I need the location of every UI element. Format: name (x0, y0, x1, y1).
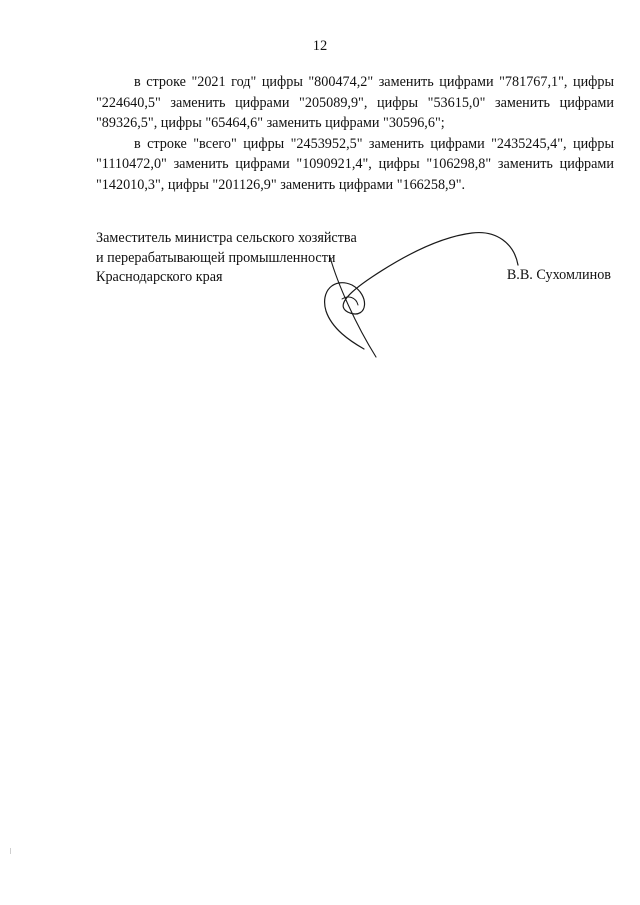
signatory-title-line: Краснодарского края (96, 269, 223, 285)
paragraph-total-row: в строке "всего" цифры "2453952,5" заменить цифрами "2435245,4", цифры "1110472,0" заменить цифрами "1090921,4", цифры "106298,8" заменить цифрами "142010,3", цифры "201126,9" заменить цифрами "166258,9". (96, 135, 614, 193)
signatory-title-line: Заместитель министра сельского хозяйства (96, 230, 357, 246)
handwritten-signature (300, 225, 530, 365)
scan-edge-mark (10, 848, 11, 854)
paragraph-2021-row: в строке "2021 год" цифры "800474,2" заменить цифрами "781767,1", цифры "224640,5" заменить цифрами "205089,9", цифры "53615,0" заменить цифрами "89326,5", цифры "65464,6" заменить цифрами "30596,6"; (96, 74, 614, 131)
page-number: 12 (312, 38, 328, 54)
signatory-name: В.В. Сухомлинов (506, 267, 611, 283)
document-body (96, 72, 614, 195)
signature-stroke (325, 233, 518, 349)
signatory-title-line: и перерабатывающей промышленности (96, 249, 336, 266)
